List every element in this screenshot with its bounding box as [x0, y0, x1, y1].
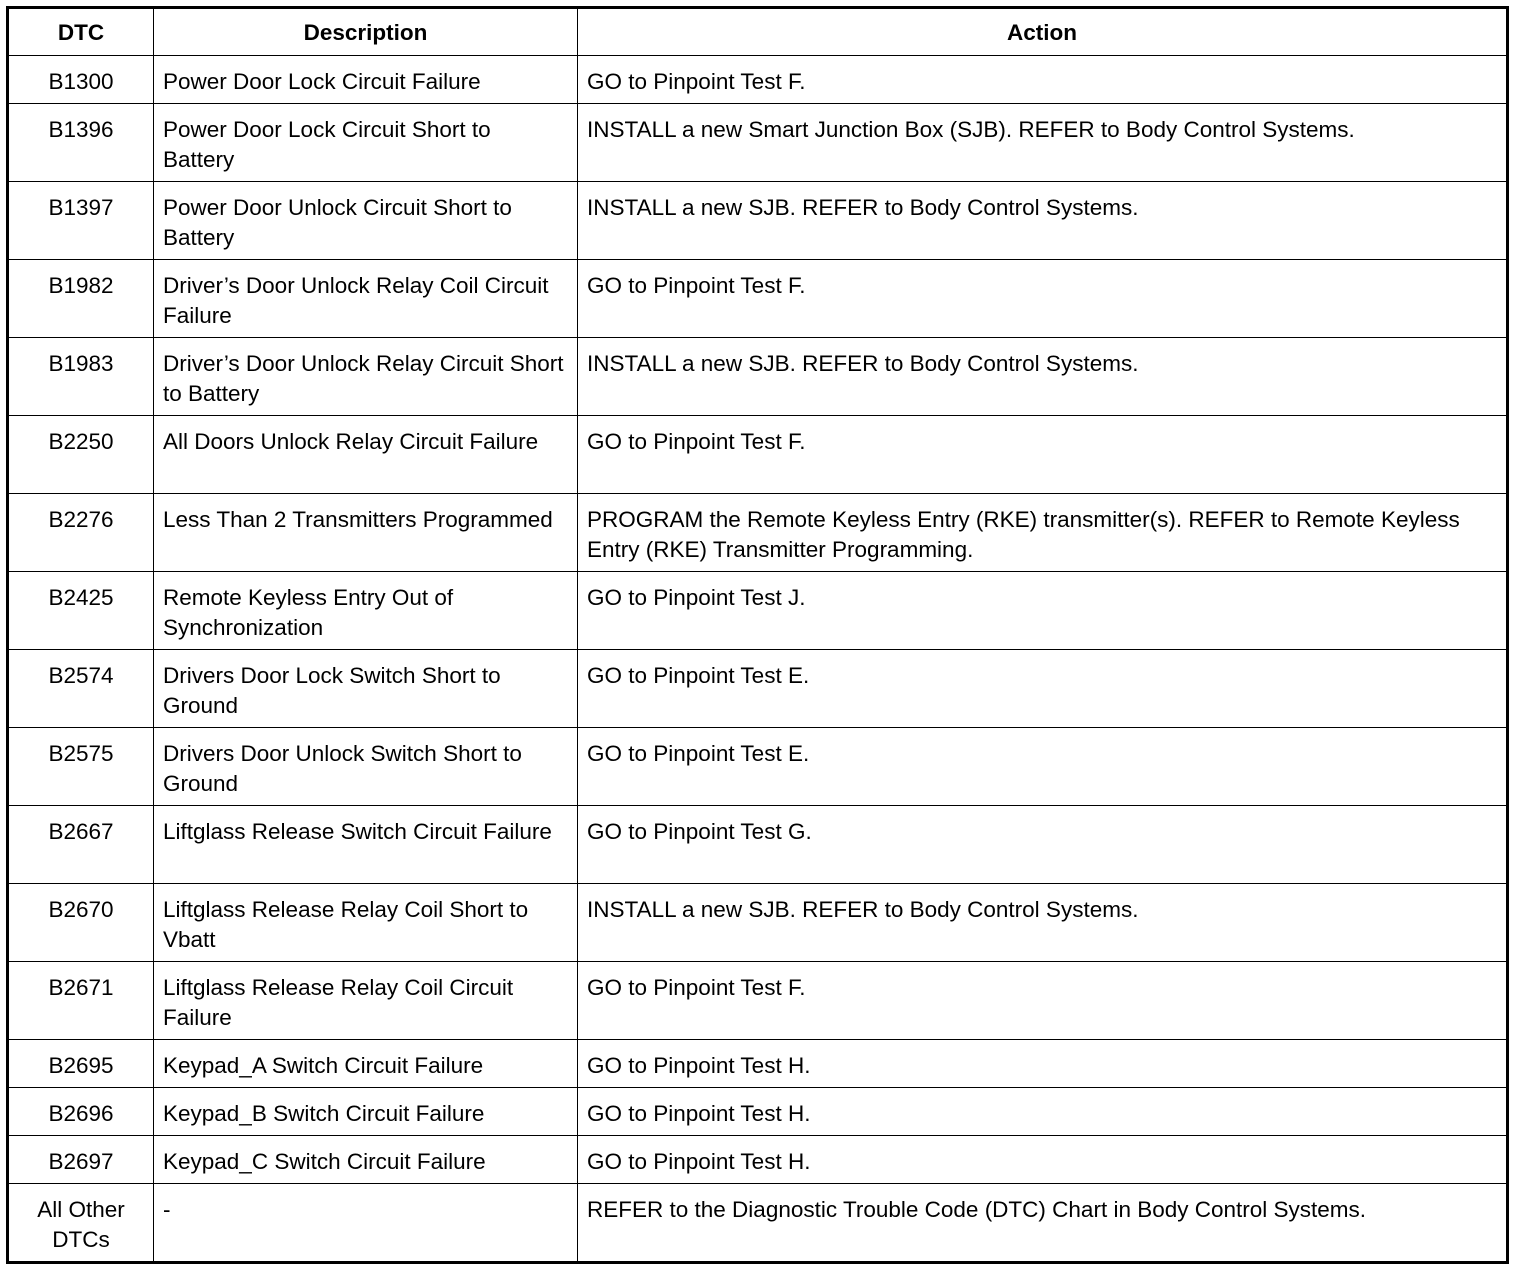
- dtc-code-cell: B2276: [8, 494, 154, 572]
- action-cell: GO to Pinpoint Test H.: [578, 1040, 1508, 1088]
- description-cell: Keypad_C Switch Circuit Failure: [154, 1136, 578, 1184]
- table-row: [8, 338, 1508, 416]
- description-cell: Liftglass Release Relay Coil Short to Vbatt: [154, 884, 578, 962]
- header-description: Description: [154, 8, 578, 56]
- table-body: [8, 56, 1508, 1263]
- action-cell: INSTALL a new SJB. REFER to Body Control Systems.: [578, 338, 1508, 416]
- description-cell: Keypad_A Switch Circuit Failure: [154, 1040, 578, 1088]
- header-action: Action: [578, 8, 1508, 56]
- table-row: [8, 962, 1508, 1040]
- table-row: [8, 56, 1508, 104]
- dtc-code-cell: B1396: [8, 104, 154, 182]
- description-cell: -: [154, 1184, 578, 1263]
- table-row: [8, 104, 1508, 182]
- action-cell: PROGRAM the Remote Keyless Entry (RKE) transmitter(s). REFER to Remote Keyless Entry (RKE) Transmitter Programming.: [578, 494, 1508, 572]
- action-cell: INSTALL a new SJB. REFER to Body Control Systems.: [578, 884, 1508, 962]
- table-row: [8, 650, 1508, 728]
- table-row: [8, 1040, 1508, 1088]
- dtc-code-cell: B1983: [8, 338, 154, 416]
- action-cell: GO to Pinpoint Test J.: [578, 572, 1508, 650]
- description-cell: Keypad_B Switch Circuit Failure: [154, 1088, 578, 1136]
- description-cell: Remote Keyless Entry Out of Synchronization: [154, 572, 578, 650]
- dtc-table: [6, 6, 1509, 1264]
- description-cell: Power Door Lock Circuit Failure: [154, 56, 578, 104]
- action-cell: INSTALL a new Smart Junction Box (SJB). REFER to Body Control Systems.: [578, 104, 1508, 182]
- dtc-code-cell: B2575: [8, 728, 154, 806]
- dtc-code-cell: All Other DTCs: [8, 1184, 154, 1263]
- dtc-code-cell: B1300: [8, 56, 154, 104]
- dtc-code-cell: B1397: [8, 182, 154, 260]
- action-cell: GO to Pinpoint Test F.: [578, 416, 1508, 494]
- dtc-code-cell: B2671: [8, 962, 154, 1040]
- description-cell: Liftglass Release Relay Coil Circuit Failure: [154, 962, 578, 1040]
- action-cell: REFER to the Diagnostic Trouble Code (DTC) Chart in Body Control Systems.: [578, 1184, 1508, 1263]
- table-row: [8, 728, 1508, 806]
- table-row: [8, 572, 1508, 650]
- action-cell: GO to Pinpoint Test H.: [578, 1136, 1508, 1184]
- dtc-code-cell: B2667: [8, 806, 154, 884]
- dtc-code-cell: B2574: [8, 650, 154, 728]
- dtc-code-cell: B2250: [8, 416, 154, 494]
- dtc-code-cell: B2425: [8, 572, 154, 650]
- table-row: [8, 416, 1508, 494]
- header-dtc: DTC: [8, 8, 154, 56]
- action-cell: GO to Pinpoint Test G.: [578, 806, 1508, 884]
- dtc-code-cell: B2696: [8, 1088, 154, 1136]
- table-row: [8, 494, 1508, 572]
- action-cell: GO to Pinpoint Test H.: [578, 1088, 1508, 1136]
- table-row: [8, 806, 1508, 884]
- description-cell: Liftglass Release Switch Circuit Failure: [154, 806, 578, 884]
- action-cell: GO to Pinpoint Test F.: [578, 962, 1508, 1040]
- action-cell: GO to Pinpoint Test F.: [578, 260, 1508, 338]
- action-cell: GO to Pinpoint Test E.: [578, 650, 1508, 728]
- table-row: [8, 1136, 1508, 1184]
- action-cell: GO to Pinpoint Test F.: [578, 56, 1508, 104]
- dtc-code-cell: B2670: [8, 884, 154, 962]
- dtc-code-cell: B1982: [8, 260, 154, 338]
- table-row: [8, 260, 1508, 338]
- description-cell: Power Door Lock Circuit Short to Battery: [154, 104, 578, 182]
- description-cell: Power Door Unlock Circuit Short to Battery: [154, 182, 578, 260]
- table-row: [8, 884, 1508, 962]
- description-cell: Driver’s Door Unlock Relay Coil Circuit Failure: [154, 260, 578, 338]
- table-row: [8, 1184, 1508, 1263]
- dtc-code-cell: B2695: [8, 1040, 154, 1088]
- description-cell: Less Than 2 Transmitters Programmed: [154, 494, 578, 572]
- description-cell: Driver’s Door Unlock Relay Circuit Short to Battery: [154, 338, 578, 416]
- description-cell: Drivers Door Lock Switch Short to Ground: [154, 650, 578, 728]
- description-cell: Drivers Door Unlock Switch Short to Ground: [154, 728, 578, 806]
- table-row: [8, 1088, 1508, 1136]
- table-header-row: [8, 8, 1508, 56]
- action-cell: INSTALL a new SJB. REFER to Body Control Systems.: [578, 182, 1508, 260]
- action-cell: GO to Pinpoint Test E.: [578, 728, 1508, 806]
- table-row: [8, 182, 1508, 260]
- dtc-code-cell: B2697: [8, 1136, 154, 1184]
- description-cell: All Doors Unlock Relay Circuit Failure: [154, 416, 578, 494]
